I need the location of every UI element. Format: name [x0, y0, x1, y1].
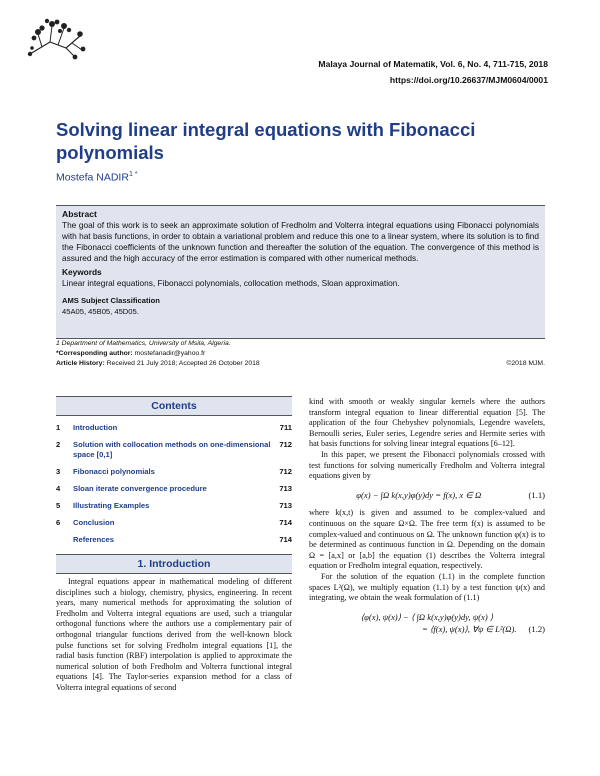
toc-link[interactable]: Sloan iterate convergence procedure [73, 484, 207, 493]
toc-item[interactable] [56, 440, 292, 460]
paragraph: For the solution of the equation (1.1) in the complete function spaces L²(Ω), we multiply equation (1.1) by a test function ψ(x) and integrating, we obtain the weak formulation of (1.1) [309, 571, 545, 603]
doi-link[interactable]: https://doi.org/10.26637/MJM0604/0001 [389, 75, 548, 85]
toc-page: 714 [279, 518, 292, 527]
toc-number: 3 [56, 467, 61, 476]
equation-number: (1.2) [528, 624, 545, 635]
intro-paragraph: Integral equations appear in mathematical modeling of different disciplines such a biology, chemistry, physics, engineering. In recent years, many numerical methods for approximating the solution of Fredholm and Volterra integral equations are used, such a triangular orthogonal functions where the authors use a complementary pair of orthogonal triangular functions derived from the well-known block pulse functions set for solving Fredholm integral equations [1], the radial basis function (RBF) interpolation is applied to approximate the numerical solution of both Fredholm and Volterra functional integral equations [4]. The Taylor-series expansion method for a class of Volterra integral equations of second [56, 577, 292, 692]
abstract-text: The goal of this work is to seek an approximate solution of Fredholm and Volterra integral equations using Fibonacci polynomials with hat basis functions, in order to obtain a variational problem and reduce this one to a linear system, where its solution is to find the Fibonacci coefficients of the unknown function and thereafter the solution of the equation. The convergence of this method is assured and the high accuracy of the error estimation is compared with other numerical methods. [62, 220, 539, 263]
equation-1-2-line2: = ⟨f(x), ψ(x)⟩, ∀ψ ∈ L²(Ω). (1.2) [422, 624, 545, 635]
toc-number: 1 [56, 423, 61, 432]
author-name: Mostefa NADIR [56, 171, 129, 184]
toc-page: 711 [279, 423, 292, 432]
journal-header [318, 56, 548, 88]
right-column [309, 397, 545, 643]
equation-1-2-line1: ⟨φ(x), ψ(x)⟩ − ⟨ ∫Ω k(x,y)φ(y)dy, ψ(x) ⟩ [360, 611, 494, 622]
toc-page: 713 [279, 484, 292, 493]
toc-page: 712 [279, 440, 292, 449]
ams-heading: AMS Subject Classification [62, 296, 160, 305]
author-line [56, 171, 138, 184]
table-of-contents [56, 396, 292, 545]
toc-number: 2 [56, 440, 61, 449]
toc-item[interactable] [56, 467, 292, 477]
toc-page: 712 [279, 467, 292, 476]
toc-item[interactable] [56, 484, 292, 494]
toc-link[interactable]: Solution with collocation methods on one-dimensional space [0,1] [73, 440, 271, 459]
journal-logo [22, 14, 88, 70]
keywords-text: Linear integral equations, Fibonacci polynomials, collocation methods, Sloan approximation. [62, 278, 400, 288]
abstract-heading: Abstract [62, 209, 97, 219]
author-email[interactable]: mostefanadir@yahoo.fr [134, 350, 206, 357]
toc-link[interactable]: Fibonacci polynomials [73, 467, 155, 476]
toc-page: 713 [279, 501, 292, 510]
author-mark: 1 * [128, 171, 138, 178]
journal-citation: Malaya Journal of Matematik, Vol. 6, No. 4, 711-715, 2018 [318, 59, 548, 69]
intro-column [56, 577, 292, 694]
toc-item[interactable] [56, 501, 292, 511]
toc-page: 714 [279, 535, 292, 544]
toc-link[interactable]: Conclusion [73, 518, 115, 527]
toc-number: 6 [56, 518, 61, 527]
affiliation: 1 Department of Mathematics, University of Msila, Algeria. [56, 340, 231, 347]
toc-link[interactable]: References [73, 535, 114, 544]
article-history: Article History: Received 21 July 2018; Accepted 26 October 2018 [56, 360, 260, 367]
toc-number [56, 535, 73, 545]
toc-number: 5 [56, 501, 61, 510]
paragraph: In this paper, we present the Fibonacci polynomials crossed with test functions for solving numerically Fredholm and Volterra integral equations given by [309, 449, 545, 481]
equation-number: (1.1) [528, 489, 545, 500]
toc-item[interactable] [56, 535, 292, 545]
toc-item[interactable] [56, 518, 292, 528]
paragraph: where k(x,t) is given and assumed to be complex-valued and continuous on the square Ω×Ω. The free term f(x) is assumed to be complex-valued and continuous on Ω. The unknown function φ(x) is to be determined as continuous function in Ω. Depending on the domain Ω = [a,x] or [a,b] the equation (1) describes the Volterra integral equation or Fredholm integral equation, respectively. [309, 508, 545, 571]
abstract-box [56, 205, 545, 339]
toc-link[interactable]: Introduction [73, 423, 118, 432]
corresponding-author: *Corresponding author: mostefanadir@yahoo.fr [56, 350, 206, 357]
paper-title: Solving linear integral equations with Fibonacci polynomials [56, 119, 476, 163]
paragraph: kind with smooth or weakly singular kernels where the authors transform integral equation to linear differential equation [5]. The application of the four Chebyshev polynomials, Legendre wavelets, Bernoulli series, Euler series, Legendre series and Hermite series with hat basis functions for solving linear integral equations [6–12]. [309, 397, 545, 449]
footnotes [56, 339, 545, 369]
toc-heading: Contents [56, 396, 292, 416]
keywords-heading: Keywords [62, 267, 102, 277]
toc-number: 4 [56, 484, 61, 493]
ams-codes: 45A05, 45B05, 45D05. [62, 307, 139, 316]
equation-1-1: φ(x) − ∫Ω k(x,y)φ(y)dy = f(x), x ∈ Ω (1.1) [356, 489, 545, 500]
toc-item[interactable] [56, 423, 292, 433]
section-heading-introduction: 1. Introduction [56, 554, 292, 574]
copyright: ©2018 MJM. [506, 360, 545, 367]
toc-link[interactable]: Illustrating Examples [73, 501, 150, 510]
